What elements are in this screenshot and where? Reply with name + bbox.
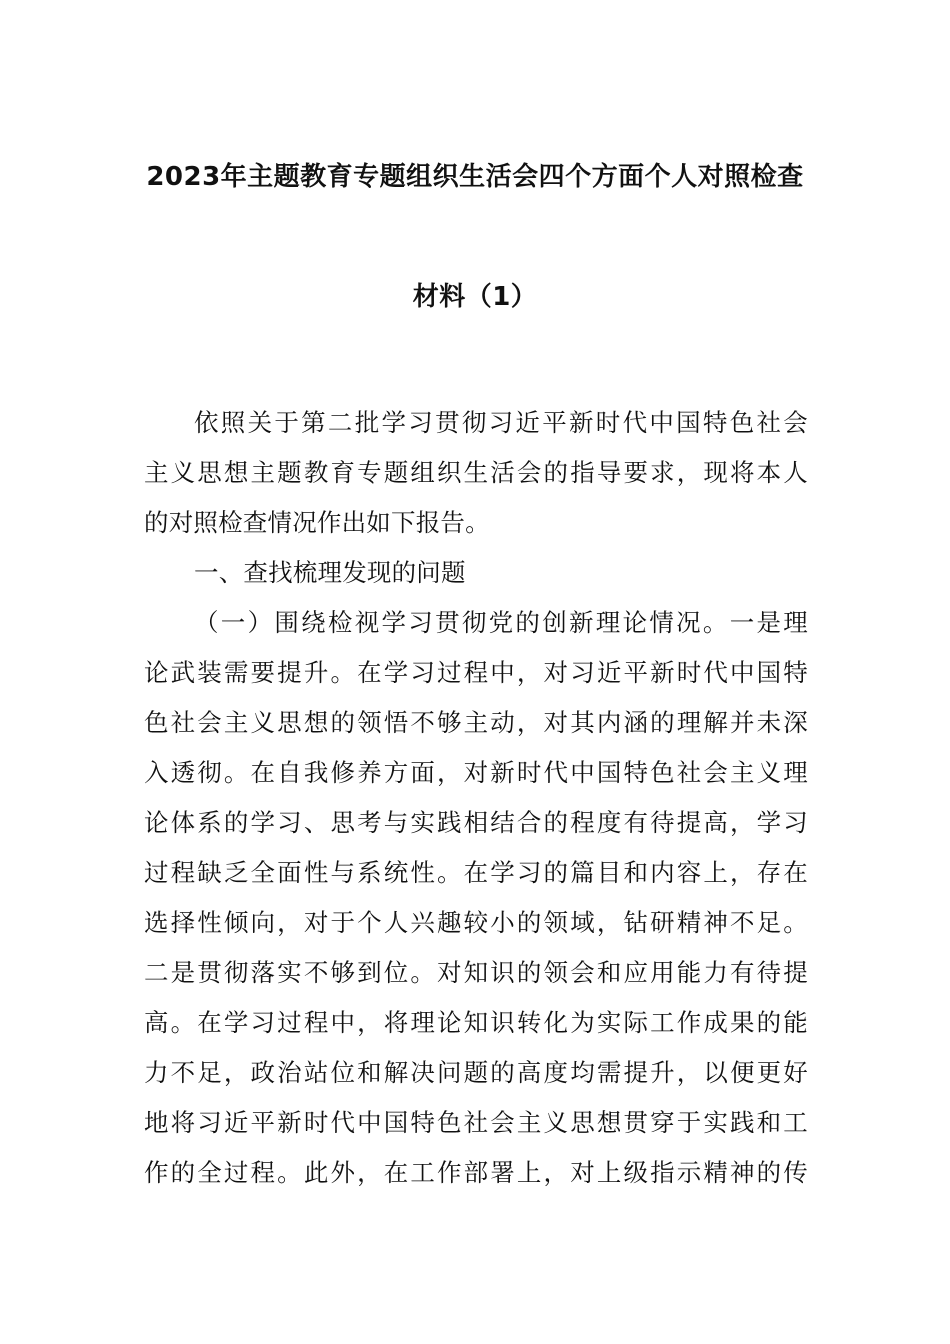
document-title-line-1: 2023年主题教育专题组织生活会四个方面个人对照检查: [146, 162, 804, 192]
document-body: [144, 398, 808, 1198]
body-line: 依照关于第二批学习贯彻习近平新时代中国特色社会: [194, 408, 808, 437]
body-line: 色社会主义思想的领悟不够主动，对其内涵的理解并未深: [144, 708, 808, 737]
body-line: 主义思想主题教育专题组织生活会的指导要求，现将本人: [144, 458, 808, 487]
body-line: 二是贯彻落实不够到位。对知识的领会和应用能力有待提: [144, 958, 808, 987]
body-line: 选择性倾向，对于个人兴趣较小的领域，钻研精神不足。: [144, 908, 808, 937]
body-line: 的对照检查情况作出如下报告。: [144, 508, 490, 537]
body-line: 地将习近平新时代中国特色社会主义思想贯穿于实践和工: [144, 1108, 808, 1137]
body-line: 论体系的学习、思考与实践相结合的程度有待提高，学习: [144, 808, 808, 837]
body-line: 入透彻。在自我修养方面，对新时代中国特色社会主义理: [144, 758, 808, 787]
body-line: （一）围绕检视学习贯彻党的创新理论情况。一是理: [194, 608, 808, 637]
document-title-line-2: 材料（1）: [412, 282, 538, 312]
body-line: 高。在学习过程中，将理论知识转化为实际工作成果的能: [144, 1008, 808, 1037]
body-line: 作的全过程。此外，在工作部署上，对上级指示精神的传: [144, 1158, 808, 1187]
body-line: 论武装需要提升。在学习过程中，对习近平新时代中国特: [144, 658, 808, 687]
body-line: 力不足，政治站位和解决问题的高度均需提升，以便更好: [144, 1058, 808, 1087]
body-line: 过程缺乏全面性与系统性。在学习的篇目和内容上，存在: [144, 858, 808, 887]
section-heading: 一、查找梳理发现的问题: [194, 558, 466, 587]
